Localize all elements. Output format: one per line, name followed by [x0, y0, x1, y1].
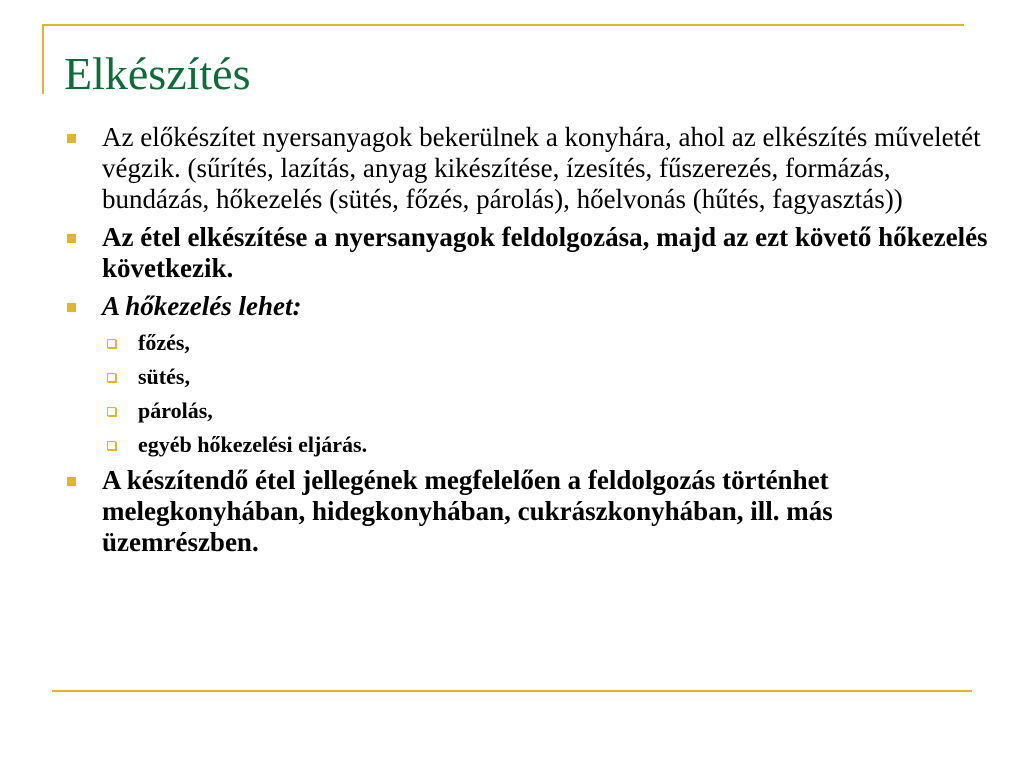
sub-bullet-text: párolás, [138, 398, 213, 423]
slide-content [64, 122, 994, 565]
square-bullet-icon [67, 477, 76, 486]
sub-bullet-item [64, 363, 994, 391]
square-bullet-icon [67, 234, 76, 243]
sub-bullet-text: egyéb hőkezelési eljárás. [138, 432, 368, 457]
bullet-item [64, 291, 994, 322]
sub-bullet-item [64, 329, 994, 357]
left-border-line [42, 24, 44, 94]
top-border-line [42, 24, 964, 26]
hollow-square-bullet-icon [107, 407, 116, 416]
bullet-item [64, 465, 994, 558]
bottom-border-line [52, 690, 972, 692]
hollow-square-bullet-icon [107, 373, 116, 382]
sub-bullet-item [64, 397, 994, 425]
hollow-square-bullet-icon [107, 441, 116, 450]
bullet-item [64, 222, 994, 284]
sub-bullet-item [64, 431, 994, 459]
square-bullet-icon [67, 134, 76, 143]
bullet-text: Az étel elkészítése a nyersanyagok feldolgozása, majd az ezt követő hőkezelés következik. [102, 222, 988, 283]
bullet-text: Az előkészítet nyersanyagok bekerülnek a konyhára, ahol az elkészítés műveletét végzik. (sűrítés, lazítás, anyag kikészítése, ízesítés, fűszerezés, formázás, bundázás, hőkezelés (sütés, főzés, párolás), hőelvonás (hűtés, fagyasztás)) [102, 122, 981, 214]
sub-bullet-text: főzés, [138, 330, 190, 355]
bullet-item [64, 122, 994, 215]
hollow-square-bullet-icon [107, 339, 116, 348]
square-bullet-icon [67, 303, 76, 312]
slide-title: Elkészítés [64, 48, 251, 99]
sub-bullet-text: sütés, [138, 364, 190, 389]
bullet-text: A készítendő étel jellegének megfelelően a feldolgozás történhet melegkonyhában, hidegkonyhában, cukrászkonyhában, ill. más üzemrészben. [102, 465, 833, 557]
bullet-text: A hőkezelés lehet: [102, 291, 302, 321]
